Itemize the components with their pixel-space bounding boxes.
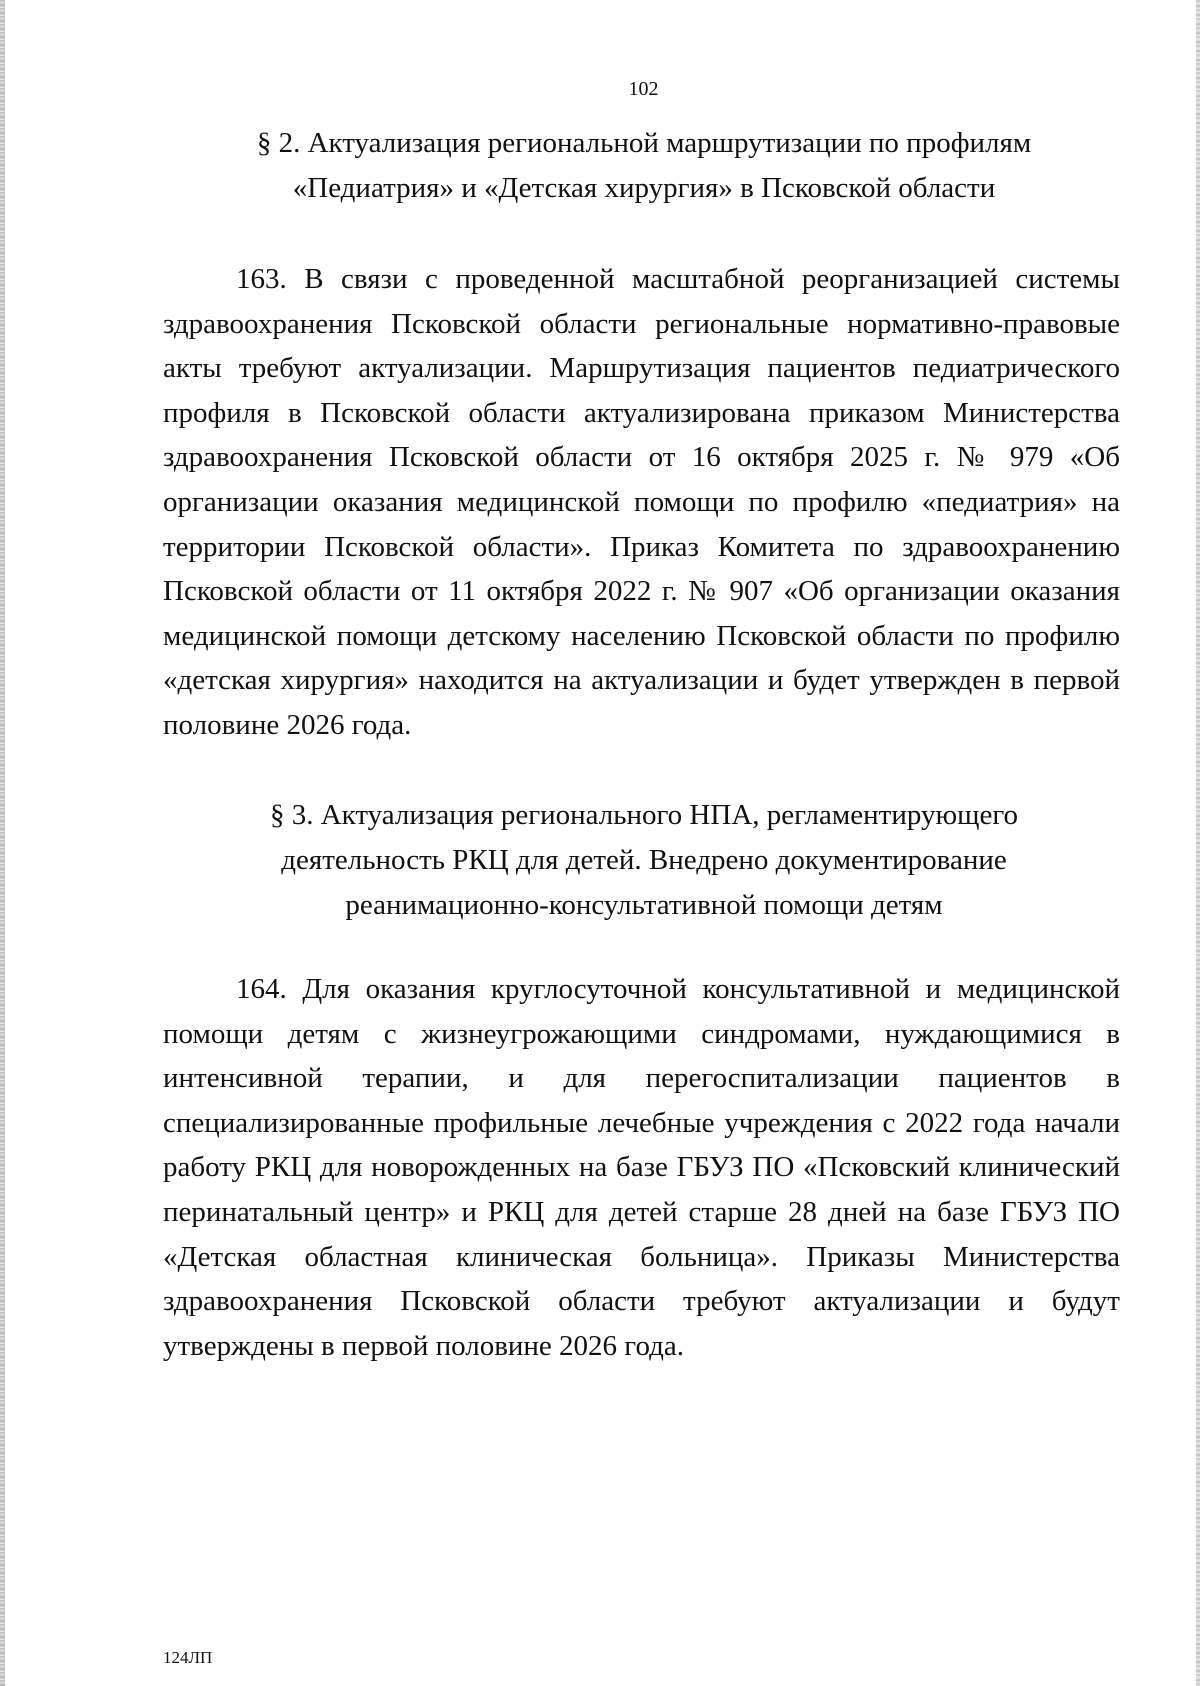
section-2-heading-line: § 2. Актуализация региональной маршрутизации по профилям <box>256 127 1032 159</box>
section-3-heading <box>163 793 1125 928</box>
paragraph-163: 163. В связи с проведенной масштабной реорганизацией системы здравоохранения Псковской области региональные нормативно-правовые акты требуют актуализации. Маршрутизация пациентов педиатрического профиля в Псковской области актуализирована приказом Министерства здравоохранения Псковской области от 16 октября 2025 г. № 979 «Об организации оказания медицинской помощи по профилю «педиатрия» на территории Псковской области». Приказ Комитета по здравоохранению Псковской области от 11 октября 2022 г. № 907 «Об организации оказания медицинской помощи детскому населению Псковской области по профилю «детская хирургия» находится на актуализации и будет утвержден в первой половине 2026 года. <box>163 263 1120 741</box>
scan-edge-left <box>0 0 5 1686</box>
paragraph-164: 164. Для оказания круглосуточной консультативной и медицинской помощи детям с жизнеугрожающими синдромами, нуждающимися в интенсивной терапии, и для перегоспитализации пациентов в специализированные профильные лечебные учреждения с 2022 года начали работу РКЦ для новорожденных на базе ГБУЗ ПО «Псковский клинический перинатальный центр» и РКЦ для детей старше 28 дней на базе ГБУЗ ПО «Детская областная клиническая больница». Приказы Министерства здравоохранения Псковской области требуют актуализации и будут утверждены в первой половине 2026 года. <box>163 973 1120 1362</box>
scan-edge-right <box>1196 0 1200 1686</box>
section-3-heading-line: реанимационно-консультативной помощи детям <box>345 889 943 921</box>
page-number: 102 <box>628 78 659 100</box>
section-2-heading-line: «Педиатрия» и «Детская хирургия» в Псковской области <box>292 172 996 204</box>
section-2-heading <box>163 121 1125 211</box>
section-3-heading-line: деятельность РКЦ для детей. Внедрено документирование <box>281 844 1007 876</box>
section-3-heading-line: § 3. Актуализация регионального НПА, регламентирующего <box>269 799 1018 831</box>
footer-document-code: 124ЛП <box>163 1648 213 1667</box>
